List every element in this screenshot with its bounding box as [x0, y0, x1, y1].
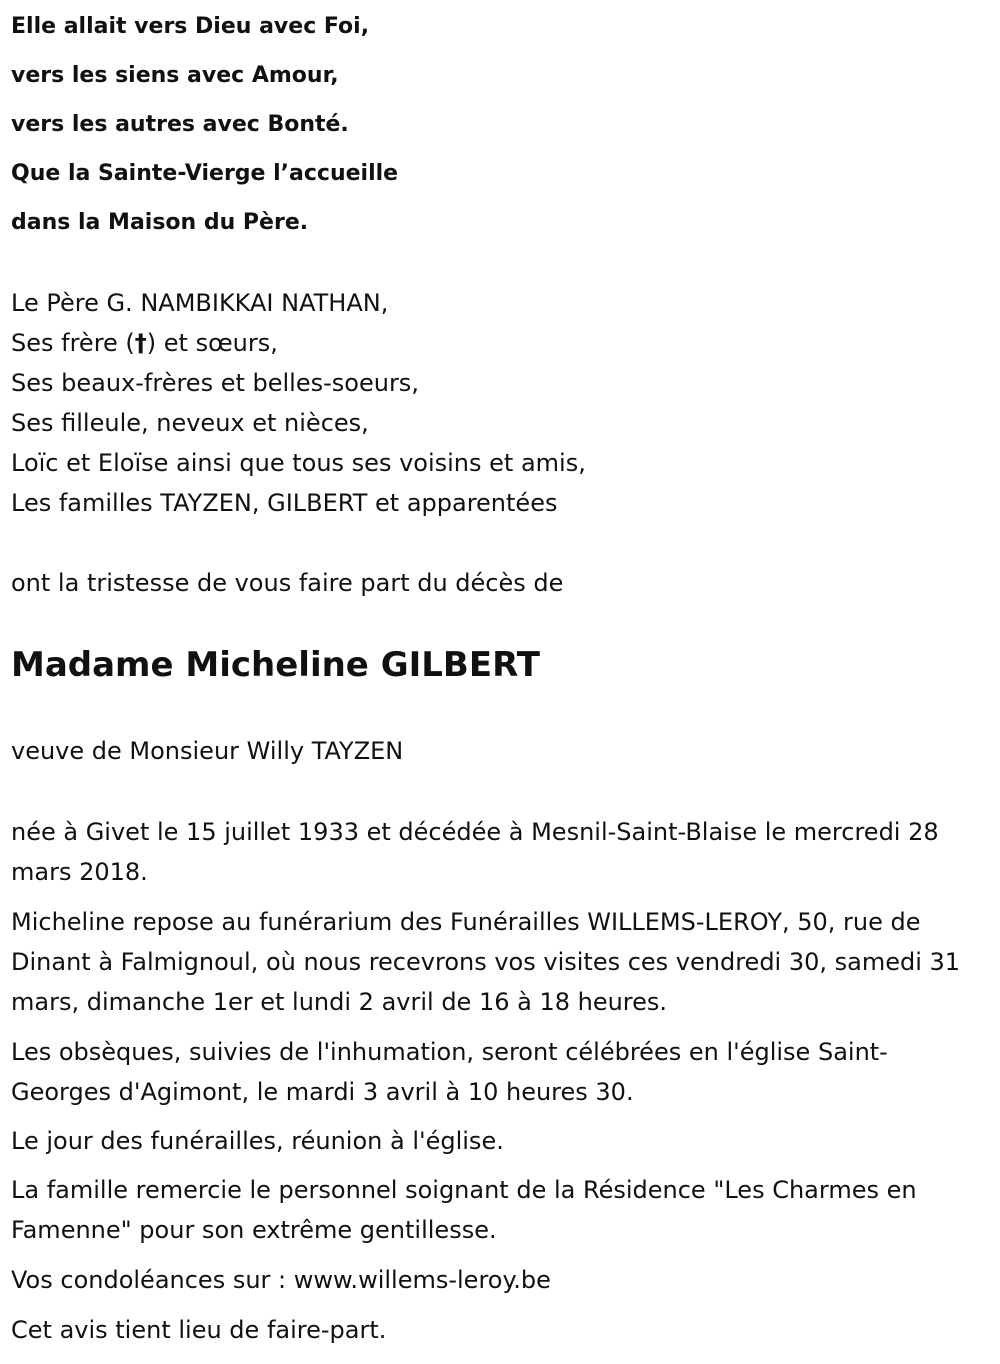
funerarium-paragraph: Micheline repose au funérarium des Funérailles WILLEMS-LEROY, 50, rue de Dinant à Falmignoul, où nous recevrons vos visites ces vendredi 30, samedi 31 mars, dimanche 1er et lundi 2 avril de 16 à 18 heures. [11, 908, 961, 1016]
verse-line-5: dans la Maison du Père. [11, 210, 309, 235]
thanks-paragraph: La famille remercie le personnel soignant de la Résidence "Les Charmes en Famenne" pour son extrême gentillesse. [11, 1176, 917, 1244]
family-line-4: Ses filleule, neveux et nièces, [11, 409, 369, 437]
widow-of: veuve de Monsieur Willy TAYZEN [11, 737, 404, 765]
family-line-3: Ses beaux-frères et belles-soeurs, [11, 369, 419, 397]
notice-paragraph: Cet avis tient lieu de faire-part. [11, 1316, 387, 1344]
cross-icon: † [134, 329, 147, 357]
announcement: ont la tristesse de vous faire part du décès de [11, 569, 564, 597]
deceased-name: Madame Micheline GILBERT [11, 645, 540, 685]
family-line-2 [11, 327, 278, 359]
meeting-paragraph: Le jour des funérailles, réunion à l'église. [11, 1127, 504, 1155]
verse-line-3: vers les autres avec Bonté. [11, 112, 349, 137]
family-line-5: Loïc et Eloïse ainsi que tous ses voisins et amis, [11, 449, 586, 477]
condolences-paragraph: Vos condoléances sur : www.willems-leroy.be [11, 1266, 551, 1294]
verse-line-1: Elle allait vers Dieu avec Foi, [11, 14, 370, 39]
verse-line-4: Que la Sainte-Vierge l’accueille [11, 161, 399, 186]
birth-death-paragraph: née à Givet le 15 juillet 1933 et décédée à Mesnil-Saint-Blaise le mercredi 28 mars 2018. [11, 818, 939, 886]
family-line-6: Les familles TAYZEN, GILBERT et apparentées [11, 489, 558, 517]
funeral-paragraph: Les obsèques, suivies de l'inhumation, seront célébrées en l'église Saint-Georges d'Agimont, le mardi 3 avril à 10 heures 30. [11, 1038, 888, 1106]
family-line-2-before: Ses frère ( [11, 329, 135, 357]
family-line-2-after: ) et sœurs, [146, 329, 278, 357]
verse-line-2: vers les siens avec Amour, [11, 63, 339, 88]
family-line-1: Le Père G. NAMBIKKAI NATHAN, [11, 289, 389, 317]
